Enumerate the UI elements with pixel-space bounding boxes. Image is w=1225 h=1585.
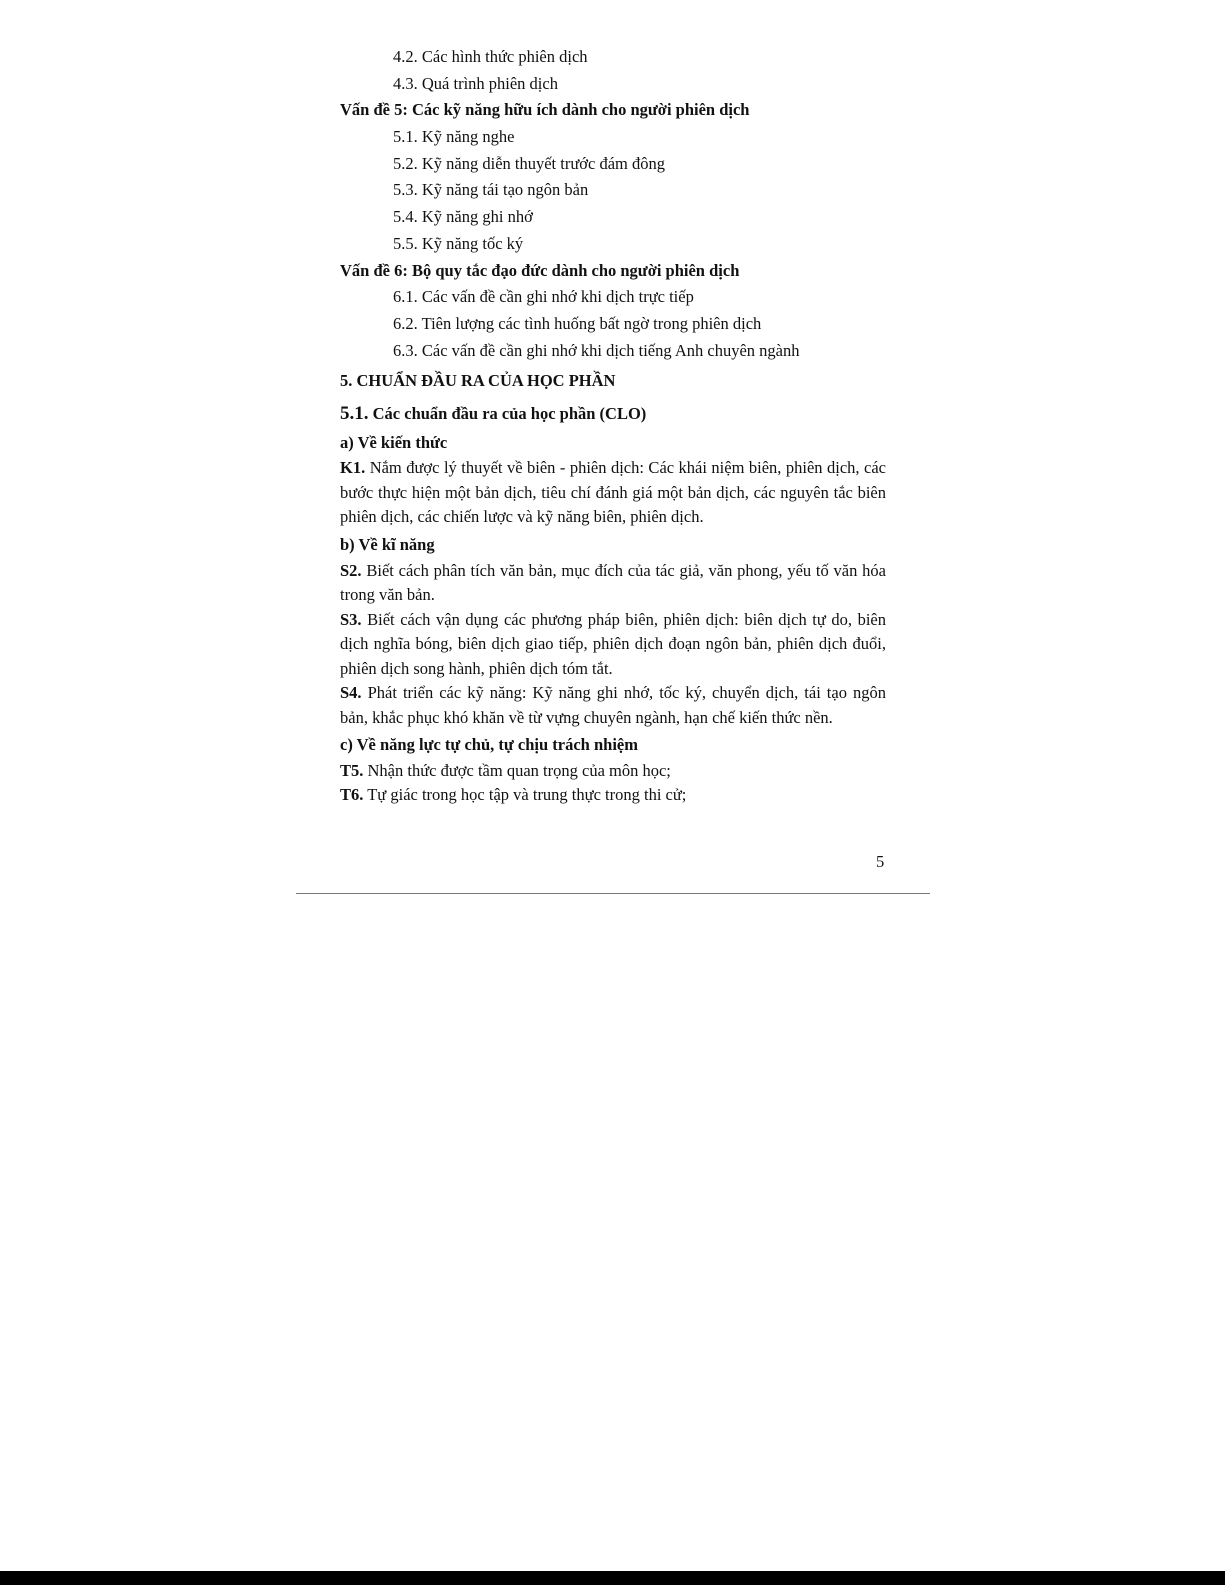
outcome-label: K1. <box>340 458 366 478</box>
outcome-label: S2. <box>340 560 362 580</box>
outcome-text: Biết cách vận dụng các phương pháp biên, phiên dịch: biên dịch tự do, biên dịch nghĩa bóng, biên dịch giao tiếp, phiên dịch đoạn ngôn bản, phiên dịch đuổi, phiên dịch song hành, phiên dịch tóm tắt. <box>340 609 886 678</box>
outcome-text: Nắm được lý thuyết về biên - phiên dịch: Các khái niệm biên, phiên dịch, các bước thực hiện một bản dịch, tiêu chí đánh giá một bản dịch, các nguyên tắc biên phiên dịch, các chiến lược và kỹ năng biên, phiên dịch. <box>340 458 886 527</box>
toc-item: 6.2. Tiên lượng các tình huống bất ngờ trong phiên dịch <box>393 313 762 333</box>
outcome-text: Biết cách phân tích văn bản, mục đích của tác giả, văn phong, yếu tố văn hóa trong văn bản. <box>340 560 886 604</box>
page-divider <box>296 893 930 894</box>
toc-item: 6.1. Các vấn đề cần ghi nhớ khi dịch trực tiếp <box>393 287 694 307</box>
outcome-label: T5. <box>340 760 364 780</box>
toc-item: 5.3. Kỹ năng tái tạo ngôn bản <box>393 180 589 200</box>
toc-item: 5.4. Kỹ năng ghi nhớ <box>393 207 533 227</box>
toc-item: 5.5. Kỹ năng tốc ký <box>393 233 524 253</box>
toc-item: 5.1. Kỹ năng nghe <box>393 127 515 147</box>
outcome-label: S4. <box>340 683 362 702</box>
toc-item: 4.3. Quá trình phiên dịch <box>393 73 558 93</box>
topic-5-title: Vấn đề 5: Các kỹ năng hữu ích dành cho người phiên dịch <box>340 100 750 120</box>
outcome-text: Tự giác trong học tập và trung thực trong thi cử; <box>363 785 687 805</box>
subsection-number: 5.1. <box>340 402 369 424</box>
knowledge-heading: a) Về kiến thức <box>340 432 448 452</box>
subsection-title: Các chuẩn đầu ra của học phần (CLO) <box>368 403 647 423</box>
document-page <box>340 44 886 808</box>
toc-item: 5.2. Kỹ năng diễn thuyết trước đám đông <box>393 153 665 173</box>
toc-item: 4.2. Các hình thức phiên dịch <box>393 47 588 66</box>
topic-6-title: Vấn đề 6: Bộ quy tắc đạo đức dành cho người phiên dịch <box>340 260 740 280</box>
page-number: 5 <box>876 852 885 871</box>
outcome-text: Phát triển các kỹ năng: Kỹ năng ghi nhớ, tốc ký, chuyển dịch, tái tạo ngôn bản, khắc phục khó khăn về từ vựng chuyên ngành, hạn chế kiến thức nền. <box>340 683 886 727</box>
outcome-s4 <box>340 681 886 730</box>
toc-item: 6.3. Các vấn đề cần ghi nhớ khi dịch tiếng Anh chuyên ngành <box>393 340 800 360</box>
outcome-label: T6. <box>340 785 364 805</box>
section-heading: 5. CHUẨN ĐẦU RA CỦA HỌC PHẦN <box>340 371 616 391</box>
outcome-text: Nhận thức được tầm quan trọng của môn học; <box>363 760 671 780</box>
outcome-t6 <box>340 783 886 808</box>
outcome-s2 <box>340 559 886 608</box>
outcome-k1 <box>340 456 886 530</box>
outcome-label: S3. <box>340 609 362 629</box>
skills-heading: b) Về kĩ năng <box>340 534 435 554</box>
outcome-s3 <box>340 608 886 682</box>
outcome-t5 <box>340 759 886 784</box>
autonomy-heading: c) Về năng lực tự chủ, tự chịu trách nhiệm <box>340 735 638 754</box>
subsection-heading <box>340 401 886 428</box>
bottom-edge-bar <box>0 1571 1225 1585</box>
